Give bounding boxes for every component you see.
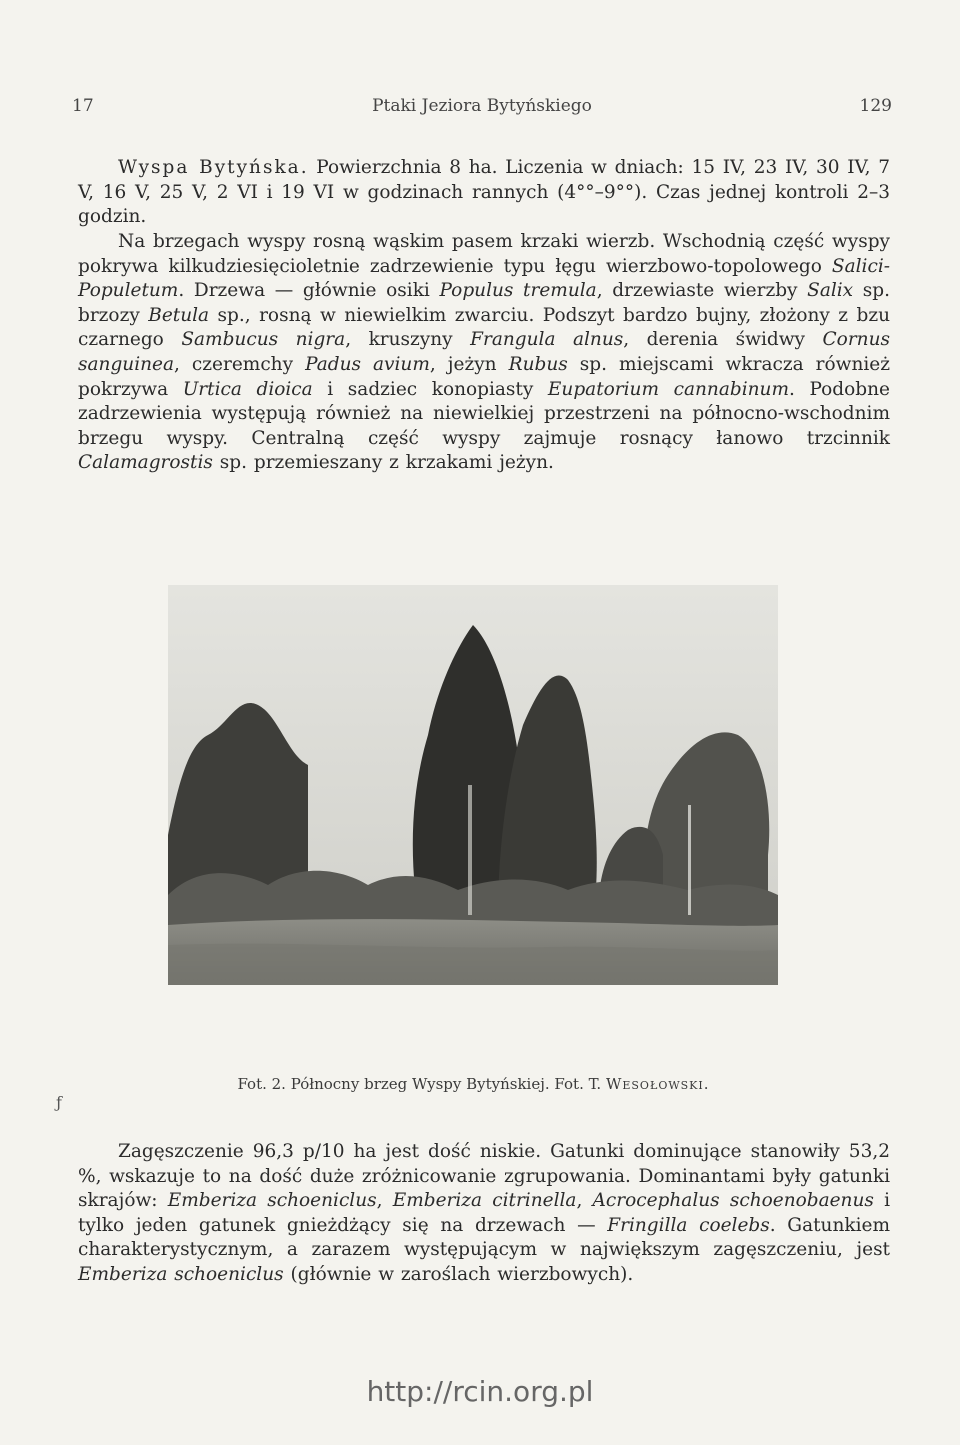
latin-name: Emberiza schoeniclus — [78, 1263, 284, 1285]
latin-name: Populus tremula — [439, 280, 597, 302]
latin-name: Salix — [807, 280, 854, 302]
watermark-url: http://rcin.org.pl — [366, 1375, 594, 1408]
latin-name: Emberiza citrinella — [392, 1190, 577, 1212]
caption-text: Fot. 2. Północny brzeg Wyspy Bytyńskiej. Fot. T. — [237, 1075, 606, 1093]
latin-name: Emberiza schoeniclus — [167, 1190, 377, 1212]
text-run: Zagęszczenie 96,3 p/10 ha jest dość niskie. Gatunki dominujące stanowiły 53,2 %, wskazuje to na dość duże zróżnicowanie zgrupowania. Dominantami były gatunki skrajów: — [78, 1141, 890, 1212]
paragraph-vegetation — [78, 230, 890, 476]
text-run: sp., rosną w niewielkim zwarciu. Podszyt bardzo bujny, złożony z bzu czarnego — [78, 304, 890, 351]
text-run: (głównie w zaroślach wierzbowych). — [283, 1263, 634, 1285]
margin-mark: ƒ — [56, 1093, 62, 1112]
text-run: sp. brzozy — [78, 280, 890, 326]
paragraph-text: Powierzchnia 8 ha. Liczenia w dniach: 15 IV, 23 IV, 30 IV, 7 V, 16 V, 25 V, 2 VI i 19 VI w godzinach rannych (4°°–9°°). Czas jednej kontroli 2–3 godzin. — [78, 157, 890, 228]
text-run: . Gatunkiem charakterystycznym, a zarazem występującym w największym zagęszczeniu, jest — [78, 1214, 890, 1261]
text-run: , derenia świdwy — [623, 329, 823, 351]
paragraph-intro — [78, 156, 890, 230]
latin-name: Acrocephalus schoenobaenus — [592, 1190, 874, 1212]
caption-author: Wesołowski — [605, 1075, 704, 1093]
text-run: , kruszyny — [345, 329, 471, 351]
latin-name: Salici-Populetum — [78, 255, 890, 302]
text-run: sp. przemieszany z krzakami jeżyn. — [212, 452, 554, 474]
latin-name: Rubus — [508, 353, 568, 375]
latin-name: Eupatorium cannabinum — [547, 378, 789, 400]
paragraph-density — [78, 1140, 890, 1288]
latin-name: Calamagrostis — [78, 452, 213, 474]
photo-caption — [168, 1075, 778, 1093]
text-run: i tylko jeden gatunek gnieżdżący się na drzewach — — [78, 1190, 890, 1236]
text-run: . Drzewa — głównie osiki — [178, 280, 440, 302]
running-title: Ptaki Jeziora Bytyńskiego — [372, 96, 592, 116]
text-run: sp. miejscami wkracza również pokrzywa — [78, 353, 890, 400]
latin-name: Padus avium — [305, 353, 430, 375]
text-run: . Podobne zadrzewienia występują również na niewielkiej przestrzeni na północno-wschodnim brzegu wyspy. Centralną część wyspy zajmuje rosnący łanowo trzcinnik — [78, 378, 890, 449]
latin-name: Sambucus nigra — [181, 329, 346, 351]
photograph-island-shore — [168, 585, 778, 985]
text-run: , jeżyn — [429, 353, 509, 375]
text-run: , czeremchy — [174, 353, 306, 375]
latin-name: Frangula alnus — [470, 329, 624, 351]
text-run: , drzewiaste wierzby — [596, 280, 808, 302]
page-number-left: 17 — [72, 96, 94, 116]
text-run: , — [376, 1190, 393, 1212]
latin-name: Fringilla coelebs — [607, 1214, 770, 1236]
latin-name: Betula — [148, 304, 210, 326]
text-run: , — [576, 1190, 593, 1212]
latin-name: Cornus sanguinea — [78, 329, 890, 375]
text-run: Na brzegach wyspy rosną wąskim pasem krzaki wierzb. Wschodnią część wyspy pokrywa kilkudziesięcioletnie zadrzewienie typu łęgu wierzbowo-topolowego — [78, 231, 890, 277]
section-title: Wyspa Bytyńska. — [118, 157, 309, 178]
page-number-right: 129 — [859, 96, 892, 116]
running-header — [72, 96, 892, 124]
text-run: i sadziec konopiasty — [312, 378, 548, 400]
latin-name: Urtica dioica — [182, 378, 313, 400]
caption-end: . — [703, 1075, 709, 1093]
